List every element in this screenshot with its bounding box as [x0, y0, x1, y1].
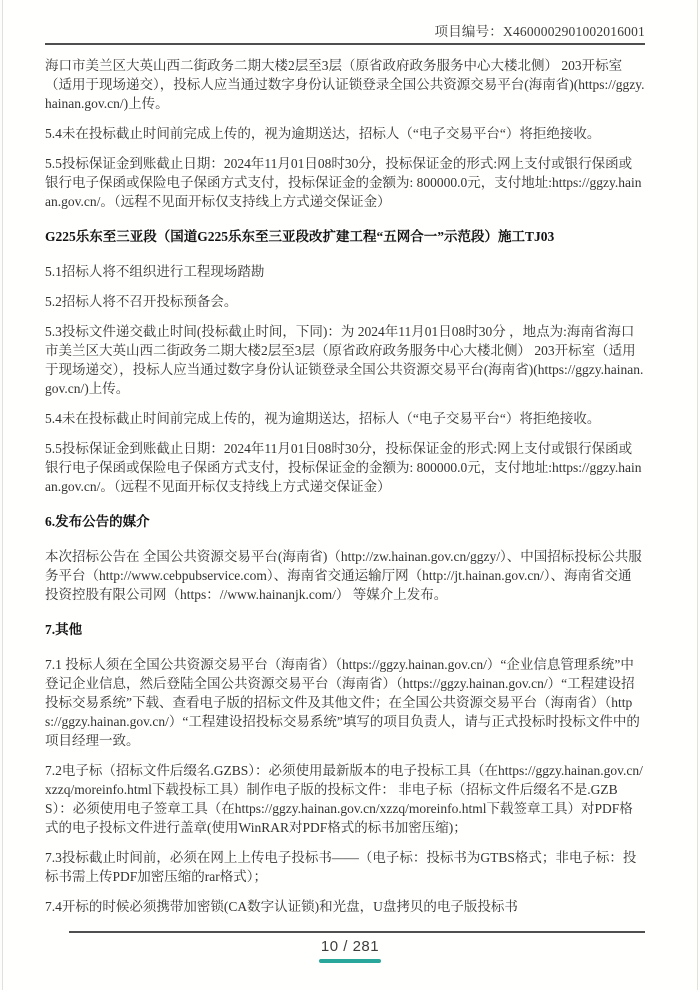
paragraph-venue-upload: 海口市美兰区大英山西二街政务二期大楼2层至3层（原省政府政务服务中心大楼北侧） 203开标室（适用于现场递交），投标人应当通过数字身份认证锁登录全国公共资源交易平台(海南省)(https://ggzy.hainan.gov.cn/)上传。: [45, 58, 645, 111]
paragraph-5-4-late-submission: 5.4未在投标截止时间前完成上传的，视为逾期送达，招标人（“电子交易平台“）将拒绝接收。: [45, 126, 601, 141]
paragraph-7-2-e-bid-tools: 7.2电子标（招标文件后缀名.GZBS）：必须使用最新版本的电子投标工具（在https://ggzy.hainan.gov.cn/xzzq/moreinfo.html下载投标工具）制作电子版的投标文件： 非电子标（招标文件后缀名不是.GZBS）：必须使用电子签章工具（在https://ggzy.hainan.gov.cn/xzzq/moreinfo.html下载签章工具）对PDF格式的电子投标文件进行盖章(使用WinRAR对PDF格式的标书加密压缩)；: [45, 763, 643, 835]
section-heading-6-media: 6.发布公告的媒介: [45, 514, 150, 529]
paragraph-5-3-deadline-location: 5.3投标文件递交截止时间(投标截止时间，下同)：为 2024年11月01日08时30分 ，地点为:海南省海口市美兰区大英山西二街政务二期大楼2层至3层（原省政府政务服务中心大楼北侧） 203开标室（适用于现场递交），投标人应当通过数字身份认证锁登录全国公共资源交易平台(海南省)(https://ggzy.hainan.gov.cn/)上传。: [45, 324, 644, 396]
page-number-indicator: 10 / 281: [320, 938, 380, 955]
paragraph-5-5-bid-bond-2: 5.5投标保证金到账截止日期：2024年11月01日08时30分，投标保证金的形式:网上支付或银行保函或银行电子保函或保险电子保函方式支付，投标保证金的金额为: 800000.0元，支付地址:https://ggzy.hainan.gov.cn/。（远程不见面开标仅支持线上方式递交保证金）: [45, 441, 642, 494]
page-footer: [3, 937, 697, 990]
paragraph-7-1-registration: 7.1 投标人须在全国公共资源交易平台（海南省）（https://ggzy.hainan.gov.cn/）“企业信息管理系统”中登记企业信息，然后登陆全国公共资源交易平台（海南省）（https://ggzy.hainan.gov.cn/）“工程建设招投标交易系统”下载、查看电子版的招标文件及其他文件；在全国公共资源交易平台（海南省）（https://ggzy.hainan.gov.cn/）“工程建设招投标交易系统”填写的项目负责人，请与正式投标时投标文件中的项目经理一致。: [45, 657, 640, 748]
page-header: [45, 20, 645, 45]
paragraph-7-3-upload-format: 7.3投标截止时间前，必须在网上上传电子投标书——（电子标：投标书为GTBS格式；非电子标：投标书需上传PDF加密压缩的rar格式）；: [45, 850, 637, 884]
document-page: [2, 0, 698, 990]
paragraph-5-2-pre-bid-meeting: 5.2招标人将不召开投标预备会。: [45, 294, 238, 309]
paragraph-7-4-ca-lock: 7.4开标的时候必须携带加密锁(CA数字认证锁)和光盘，U盘拷贝的电子版投标书: [45, 899, 518, 914]
page-progress-accent: [319, 959, 381, 963]
page-content: [3, 0, 697, 990]
paragraph-announcement-media: 本次招标公告在 全国公共资源交易平台(海南省)（http://zw.hainan.gov.cn/ggzy/）、中国招标投标公共服务平台（http://www.cebpubservice.com）、海南省交通运输厅网（http://jt.hainan.gov.cn/）、海南省交通投资控股有限公司网（https：//www.hainanjk.com/） 等媒介上发布。: [45, 549, 642, 602]
footer-rule: [69, 931, 645, 933]
section-heading-g225-tj03: G225乐东至三亚段（国道G225乐东至三亚段改扩建工程“五网合一”示范段）施工TJ03: [45, 229, 555, 244]
paragraph-5-1-site-visit: 5.1招标人将不组织进行工程现场踏勘: [45, 264, 265, 279]
section-heading-7-others: 7.其他: [45, 622, 83, 637]
project-number-value: X4600002901002016001: [503, 24, 645, 39]
paragraph-5-5-bid-bond: 5.5投标保证金到账截止日期：2024年11月01日08时30分，投标保证金的形式:网上支付或银行保函或银行电子保函或保险电子保函方式支付，投标保证金的金额为: 800000.0元，支付地址:https://ggzy.hainan.gov.cn/。（远程不见面开标仅支持线上方式递交保证金）: [45, 156, 642, 209]
project-number-label: 项目编号：: [434, 24, 503, 39]
paragraph-5-4-late-submission-2: 5.4未在投标截止时间前完成上传的，视为逾期送达，招标人（“电子交易平台“）将拒绝接收。: [45, 411, 601, 426]
